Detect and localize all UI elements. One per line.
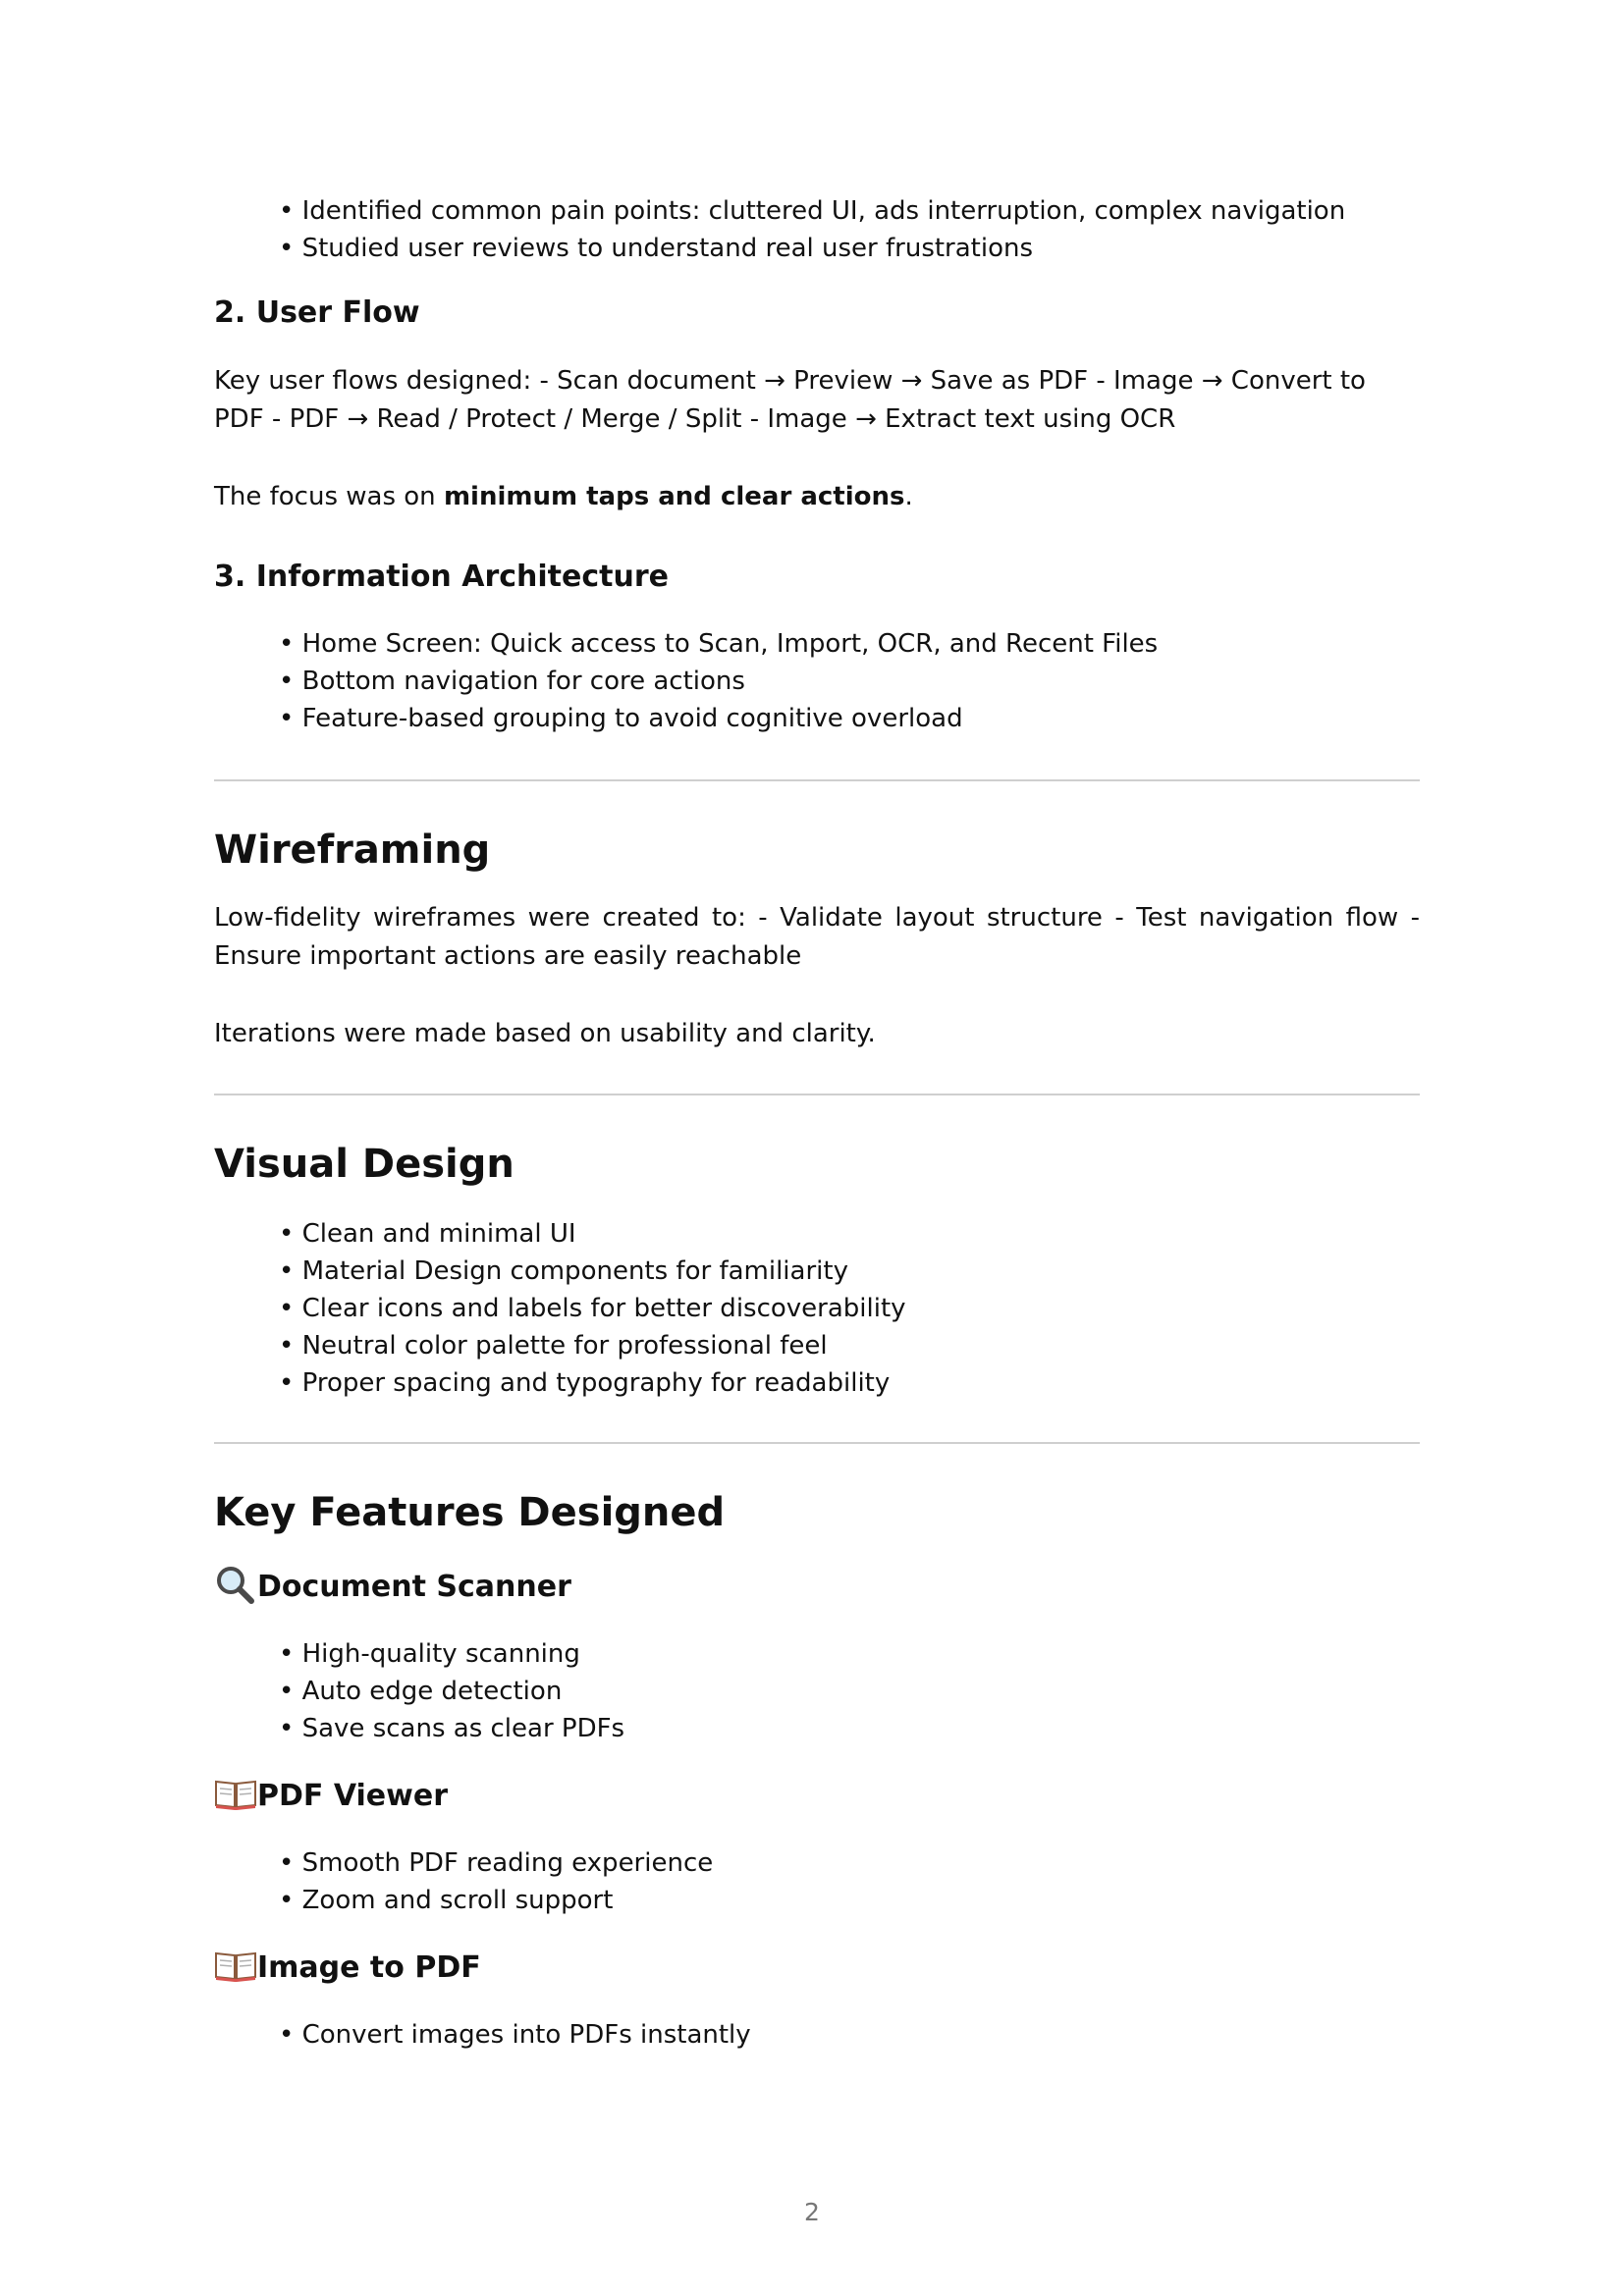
section-heading-info-arch: 3. Information Architecture	[214, 560, 669, 594]
list-item-text: Auto edge detection	[301, 1677, 563, 1706]
research-bullet-list	[214, 192, 1420, 267]
feature-heading-document-scanner	[214, 1565, 1420, 1607]
list-item-text: Home Screen: Quick access to Scan, Import, OCR, and Recent Files	[301, 629, 1159, 659]
section-divider	[214, 1094, 1420, 1095]
section-heading-wireframing: Wireframing	[214, 828, 491, 873]
list-item: • Convert images into PDFs instantly	[279, 2020, 751, 2050]
list-item: • Home Screen: Quick access to Scan, Import, OCR, and Recent Files	[279, 629, 1159, 659]
list-item-text: Neutral color palette for professional feel	[301, 1331, 828, 1361]
focus-suffix: .	[904, 482, 913, 511]
feature-bullet-list	[214, 2016, 1420, 2054]
wireframing-paragraph: Low-fidelity wireframes were created to: - Validate layout structure - Test navigation flow - Ensure important actions are easily reachable	[214, 903, 1420, 971]
open-book-icon	[214, 1946, 257, 1985]
list-item: • Studied user reviews to understand real user frustrations	[279, 234, 1034, 263]
info-arch-bullet-list	[214, 625, 1420, 737]
list-item: • Clean and minimal UI	[279, 1219, 576, 1249]
list-item-text: Proper spacing and typography for readability	[301, 1368, 891, 1398]
section-heading-key-features: Key Features Designed	[214, 1490, 726, 1535]
open-book-icon	[214, 1774, 257, 1813]
list-item: • High-quality scanning	[279, 1639, 580, 1669]
list-item-text: High-quality scanning	[301, 1639, 580, 1669]
magnifying-glass-icon	[214, 1565, 257, 1604]
feature-title: Image to PDF	[257, 1950, 481, 1985]
visual-design-bullet-list	[214, 1215, 1420, 1402]
section-heading-user-flow: 2. User Flow	[214, 295, 420, 330]
feature-bullet-list	[214, 1844, 1420, 1919]
list-item: • Auto edge detection	[279, 1677, 563, 1706]
list-item-text: Smooth PDF reading experience	[301, 1848, 714, 1878]
list-item: • Proper spacing and typography for readability	[279, 1368, 891, 1398]
list-item-text: Identified common pain points: cluttered UI, ads interruption, complex navigation	[301, 196, 1346, 226]
list-item-text: Clear icons and labels for better discoverability	[301, 1294, 906, 1323]
list-item-text: Studied user reviews to understand real user frustrations	[301, 234, 1034, 263]
list-item: • Material Design components for familiarity	[279, 1256, 848, 1286]
list-item: • Save scans as clear PDFs	[279, 1714, 625, 1743]
list-item-text: Zoom and scroll support	[301, 1886, 614, 1915]
list-item-text: Feature-based grouping to avoid cognitive overload	[301, 704, 963, 733]
section-divider	[214, 779, 1420, 781]
feature-heading-image-to-pdf	[214, 1946, 1420, 1988]
list-item-text: Convert images into PDFs instantly	[301, 2020, 751, 2050]
list-item: • Bottom navigation for core actions	[279, 667, 745, 696]
list-item-text: Bottom navigation for core actions	[301, 667, 745, 696]
page-number: 2	[804, 2198, 820, 2226]
feature-bullet-list	[214, 1635, 1420, 1747]
list-item-text: Save scans as clear PDFs	[301, 1714, 625, 1743]
focus-bold: minimum taps and clear actions	[443, 482, 905, 511]
page-content	[214, 192, 1420, 2054]
list-item-text: Material Design components for familiarity	[301, 1256, 848, 1286]
feature-title: Document Scanner	[257, 1570, 571, 1604]
list-item: • Feature-based grouping to avoid cognitive overload	[279, 704, 963, 733]
section-heading-visual-design: Visual Design	[214, 1142, 514, 1187]
feature-heading-pdf-viewer	[214, 1774, 1420, 1816]
list-item: • Zoom and scroll support	[279, 1886, 614, 1915]
list-item: • Identified common pain points: cluttered UI, ads interruption, complex navigation	[279, 196, 1346, 226]
focus-prefix: The focus was on	[214, 482, 444, 511]
list-item: • Clear icons and labels for better discoverability	[279, 1294, 906, 1323]
list-item: • Smooth PDF reading experience	[279, 1848, 714, 1878]
list-item: • Neutral color palette for professional feel	[279, 1331, 828, 1361]
section-divider	[214, 1442, 1420, 1444]
user-flow-focus	[214, 478, 1420, 516]
user-flow-paragraph: Key user flows designed: - Scan document → Preview → Save as PDF - Image → Convert to PDF - PDF → Read / Protect / Merge / Split - Image → Extract text using OCR	[214, 366, 1366, 434]
feature-title: PDF Viewer	[257, 1779, 449, 1813]
list-item-text: Clean and minimal UI	[301, 1219, 576, 1249]
wireframing-iterations: Iterations were made based on usability and clarity.	[214, 1019, 876, 1048]
